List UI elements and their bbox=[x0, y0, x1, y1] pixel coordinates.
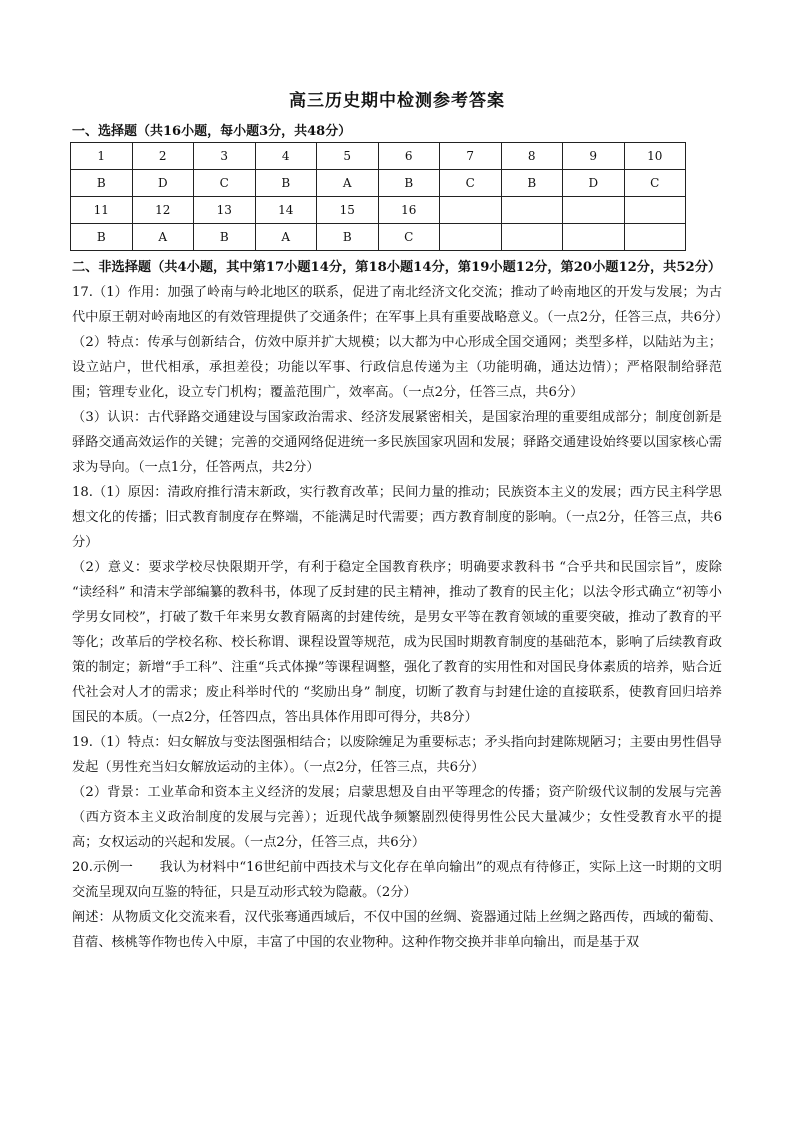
answer-paragraph: 17.（1）作用：加强了岭南与岭北地区的联系，促进了南北经济文化交流；推动了岭南地区的开发与发展；为古代中原王朝对岭南地区的有效管理提供了交通条件；在军事上具有重要战略意义。（一点2分，任答三点，共6分） bbox=[72, 285, 729, 325]
table-cell bbox=[624, 197, 686, 224]
table-cell: A bbox=[317, 170, 379, 197]
table-cell: C bbox=[194, 170, 256, 197]
table-cell: B bbox=[317, 224, 379, 251]
answer-paragraph: 18.（1）原因：清政府推行清末新政，实行教育改革；民间力量的推动；民族资本主义的发展；西方民主科学思想文化的传播；旧式教育制度存在弊端，不能满足时代需要；西方教育制度的影响。（一点2分，任答三点，共6分） bbox=[72, 485, 722, 550]
table-cell: 1 bbox=[71, 143, 133, 170]
table-cell: C bbox=[440, 170, 502, 197]
table-cell: B bbox=[378, 170, 440, 197]
table-row bbox=[71, 143, 686, 170]
table-cell: B bbox=[71, 170, 133, 197]
table-cell: 16 bbox=[378, 197, 440, 224]
table-cell: 5 bbox=[317, 143, 379, 170]
answer-paragraph: （2）背景：工业革命和资本主义经济的发展；启蒙思想及自由平等理念的传播；资产阶级代议制的发展与完善（西方资本主义政治制度的发展与完善）；近现代战争频繁剧烈使得男性公民大量减少；女性受教育水平的提高；女权运动的兴起和发展。（一点2分，任答三点，共6分） bbox=[72, 785, 722, 850]
table-cell: 11 bbox=[71, 197, 133, 224]
table-cell: B bbox=[71, 224, 133, 251]
table-cell: 2 bbox=[132, 143, 194, 170]
table-cell: C bbox=[378, 224, 440, 251]
answer-paragraph: （2）意义：要求学校尽快限期开学，有利于稳定全国教育秩序；明确要求教科书 “合乎共和民国宗旨”，废除 “读经科” 和清末学部编纂的教科书，体现了反封建的民主精神，推动了教育的民主化；以法令形式确立“初等小学男女同校”，打破了数千年来男女教育隔离的封建传统，是男女平等在教育领域的重要突破，推动了教育的平等化；改革后的学校名称、校长称谓、课程设置等规范，成为民国时期教育制度的基础范本，影响了后续教育政策的制定；新增“手工科”、注重“兵式体操”等课程调整，强化了教育的实用性和对国民身体素质的培养，贴合近代社会对人才的需求；废止科举时代的 “奖励出身” 制度，切断了教育与封建仕途的直接联系，使教育回归培养国民的本质。（一点2分，任答四点，答出具体作用即可得分，共8分） bbox=[72, 560, 722, 725]
table-cell: 15 bbox=[317, 197, 379, 224]
answer-paragraph: 19.（1）特点：妇女解放与变法图强相结合；以废除缠足为重要标志；矛头指向封建陈规陋习；主要由男性倡导发起（男性充当妇女解放运动的主体）。（一点2分，任答三点，共6分） bbox=[72, 735, 722, 775]
table-cell: 14 bbox=[255, 197, 317, 224]
table-cell bbox=[563, 197, 625, 224]
table-cell bbox=[501, 197, 563, 224]
table-cell: 8 bbox=[501, 143, 563, 170]
table-cell: B bbox=[194, 224, 256, 251]
table-cell: 9 bbox=[563, 143, 625, 170]
table-row bbox=[71, 170, 686, 197]
answer-body bbox=[72, 255, 729, 955]
table-cell: 10 bbox=[624, 143, 686, 170]
table-cell bbox=[501, 224, 563, 251]
table-row bbox=[71, 224, 686, 251]
table-cell: B bbox=[255, 170, 317, 197]
table-cell: A bbox=[132, 224, 194, 251]
table-cell bbox=[440, 224, 502, 251]
answer-table bbox=[70, 142, 686, 251]
answer-paragraph: 阐述：从物质文化交流来看，汉代张骞通西域后，不仅中国的丝绸、瓷器通过陆上丝绸之路西传，西域的葡萄、苜蓿、核桃等作物也传入中原，丰富了中国的农业物种。这种作物交换并非单向输出，而是基于双 bbox=[72, 910, 722, 950]
table-cell: D bbox=[563, 170, 625, 197]
table-row bbox=[71, 197, 686, 224]
section1-heading: 一、选择题（共16小题，每小题3分，共48分） bbox=[72, 124, 352, 139]
table-cell: A bbox=[255, 224, 317, 251]
table-cell: 3 bbox=[194, 143, 256, 170]
table-cell bbox=[563, 224, 625, 251]
section2-heading: 二、非选择题（共4小题，其中第17小题14分，第18小题14分，第19小题12分，第20小题12分，共52分） bbox=[72, 260, 722, 275]
table-cell bbox=[440, 197, 502, 224]
table-cell: 13 bbox=[194, 197, 256, 224]
table-cell bbox=[624, 224, 686, 251]
table-cell: 7 bbox=[440, 143, 502, 170]
table-cell: C bbox=[624, 170, 686, 197]
table-cell: D bbox=[132, 170, 194, 197]
table-cell: 6 bbox=[378, 143, 440, 170]
table-cell: 12 bbox=[132, 197, 194, 224]
table-cell: 4 bbox=[255, 143, 317, 170]
page-title: 高三历史期中检测参考答案 bbox=[289, 91, 505, 111]
answer-paragraph: （3）认识：古代驿路交通建设与国家政治需求、经济发展紧密相关，是国家治理的重要组成部分；制度创新是驿路交通高效运作的关键；完善的交通网络促进统一多民族国家巩固和发展；驿路交通建设始终要以国家核心需求为导向。（一点1分，任答两点，共2分） bbox=[72, 410, 722, 475]
answer-paragraph: 20.示例一 我认为材料中“16世纪前中西技术与文化存在单向输出”的观点有待修正，实际上这一时期的文明交流呈现双向互鉴的特征，只是互动形式较为隐蔽。（2分） bbox=[72, 860, 722, 900]
table-cell: B bbox=[501, 170, 563, 197]
answer-paragraph: （2）特点：传承与创新结合，仿效中原并扩大规模；以大都为中心形成全国交通网；类型多样，以陆站为主；设立站户，世代相承，承担差役；功能以军事、行政信息传递为主（功能明确，通达边情）；严格限制给驿范围；管理专业化，设立专门机构；覆盖范围广，效率高。（一点2分，任答三点，共6分） bbox=[72, 335, 722, 400]
